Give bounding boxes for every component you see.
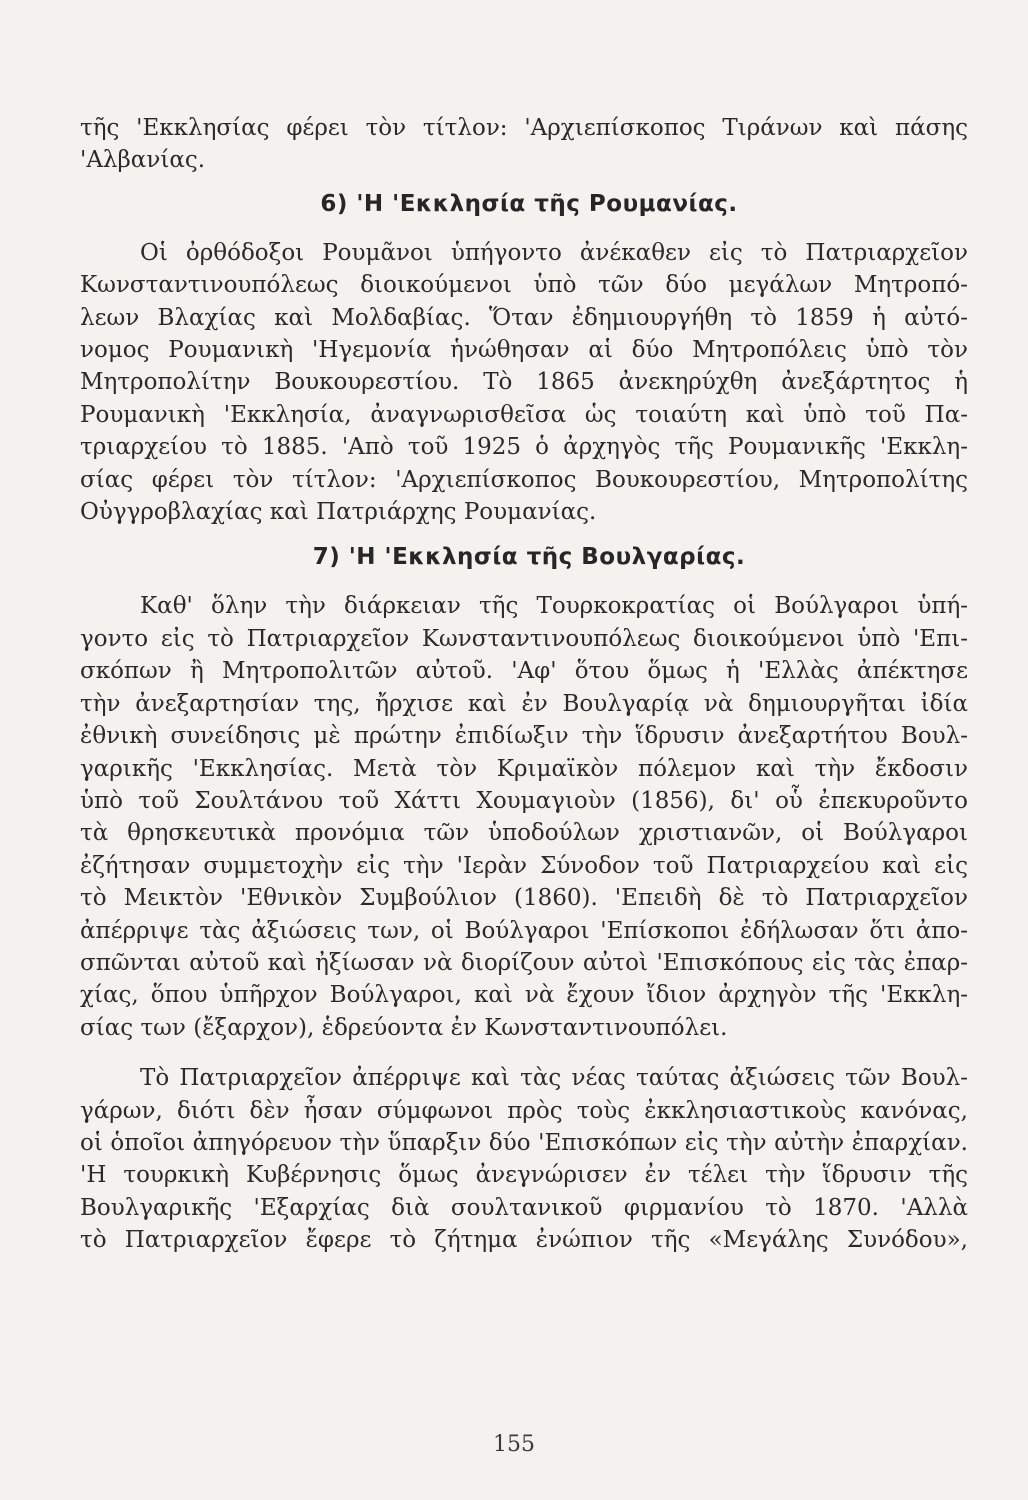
text-line: χίας, ὅπου ὑπῆρχον Βούλγαροι, καὶ νὰ ἔχουν ἴδιον ἀρχηγὸν τῆς 'Εκκλη- <box>80 982 968 1009</box>
text-line: λεων Βλαχίας καὶ Μολδαβίας. Ὅταν ἐδημιουργήθη τὸ 1859 ἡ αὐτό- <box>80 304 968 331</box>
text-line: τὴν ἀνεξαρτησίαν της, ἤρχισε καὶ ἐν Βουλγαρίᾳ νὰ δημιουργῆται ἰδία <box>80 690 968 717</box>
text-line: σπῶνται αὐτοῦ καὶ ἠξίωσαν νὰ διορίζουν αὐτοὶ 'Επισκόπους εἰς τὰς ἐπαρ- <box>80 949 968 976</box>
page-body <box>80 112 968 1257</box>
text-line: Καθ' ὅλην τὴν διάρκειαν τῆς Τουρκοκρατίας οἱ Βούλγαροι ὑπή- <box>140 593 968 620</box>
text-line: 'Αλβανίας. <box>80 147 206 174</box>
text-line: τριαρχείου τὸ 1885. 'Απὸ τοῦ 1925 ὁ ἀρχηγὸς τῆς Ρουμανικῆς 'Εκκλη- <box>80 434 968 461</box>
text-line: γαρικῆς 'Εκκλησίας. Μετὰ τὸν Κριμαϊκὸν πόλεμον καὶ τὴν ἔκδοσιν <box>80 755 968 782</box>
text-line: Μητροπολίτην Βουκουρεστίου. Τὸ 1865 ἀνεκηρύχθη ἀνεξάρτητος ἡ <box>80 369 968 396</box>
text-line: 'Η τουρκικὴ Κυβέρνησις ὅμως ἀνεγνώρισεν ἐν τέλει τὴν ἵδρυσιν τῆς <box>80 1162 968 1189</box>
section-heading-bulgaria: 7) 'Η 'Εκκλησία τῆς Βουλγαρίας. <box>312 544 746 571</box>
text-line: Κωνσταντινουπόλεως διοικούμενοι ὑπὸ τῶν δύο μεγάλων Μητροπό- <box>80 272 968 299</box>
text-line: τῆς 'Εκκλησίας φέρει τὸν τίτλον: 'Αρχιεπίσκοπος Τιράνων καὶ πάσης <box>80 115 968 141</box>
text-line: σίας φέρει τὸν τίτλον: 'Αρχιεπίσκοπος Βουκουρεστίου, Μητροπολίτης <box>80 466 968 493</box>
intro-paragraph <box>80 112 968 177</box>
text-line: ὑπὸ τοῦ Σουλτάνου τοῦ Χάττι Χουμαγιοὺν (1856), δι' οὗ ἐπεκυροῦντο <box>80 787 968 814</box>
text-line: γάρων, διότι δὲν ἦσαν σύμφωνοι πρὸς τοὺς ἐκκλησιαστικοὺς κανόνας, <box>80 1097 968 1124</box>
text-line: ἀπέρριψε τὰς ἀξιώσεις των, οἱ Βούλγαροι 'Επίσκοποι ἐδήλωσαν ὅτι ἀπο- <box>80 917 968 944</box>
text-line: τὸ Μεικτὸν 'Εθνικὸν Συμβούλιον (1860). 'Επειδὴ δὲ τὸ Πατριαρχεῖον <box>80 885 968 912</box>
romania-paragraph <box>80 237 968 529</box>
text-line: τὸ Πατριαρχεῖον ἔφερε τὸ ζήτημα ἐνώπιον τῆς «Μεγάλης Συνόδου», <box>80 1227 968 1254</box>
text-line: Βουλγαρικῆς 'Εξαρχίας διὰ σουλτανικοῦ φιρμανίου τὸ 1870. 'Αλλὰ <box>80 1194 968 1221</box>
text-line: νομος Ρουμανικὴ 'Ηγεμονία ἡνώθησαν αἱ δύο Μητροπόλεις ὑπὸ τὸν <box>80 337 968 364</box>
text-line: Ρουμανικὴ 'Εκκλησία, ἀναγνωρισθεῖσα ὡς τοιαύτη καὶ ὑπὸ τοῦ Πα- <box>80 401 968 428</box>
text-line: ἐθνικὴ συνείδησις μὲ πρώτην ἐπιδίωξιν τὴν ἵδρυσιν ἀνεξαρτήτου Βουλ- <box>80 723 968 750</box>
text-line: ἐζήτησαν συμμετοχὴν εἰς τὴν 'Ιερὰν Σύνοδον τοῦ Πατριαρχείου καὶ εἰς <box>80 852 968 879</box>
text-line: τὰ θρησκευτικὰ προνόμια τῶν ὑποδούλων χριστιανῶν, οἱ Βούλγαροι <box>80 820 968 847</box>
section-heading-romania: 6) 'Η 'Εκκλησία τῆς Ρουμανίας. <box>320 190 738 217</box>
text-line: οἱ ὁποῖοι ἀπηγόρευον τὴν ὕπαρξιν δύο 'Επισκόπων εἰς τὴν αὐτὴν ἐπαρχίαν. <box>80 1129 968 1156</box>
text-line: Τὸ Πατριαρχεῖον ἀπέρριψε καὶ τὰς νέας ταύτας ἀξιώσεις τῶν Βουλ- <box>140 1065 968 1092</box>
text-line: σίας των (ἔξαρχον), ἑδρεύοντα ἐν Κωνσταντινουπόλει. <box>80 1014 728 1041</box>
bulgaria-paragraph-2 <box>80 1062 968 1256</box>
text-line: Οὐγγροβλαχίας καὶ Πατριάρχης Ρουμανίας. <box>80 499 597 526</box>
text-line: γοντο εἰς τὸ Πατριαρχεῖον Κωνσταντινουπόλεως διοικούμενοι ὑπὸ 'Επι- <box>80 625 968 652</box>
bulgaria-paragraph-1 <box>80 590 968 1044</box>
text-line: σκόπων ἢ Μητροπολιτῶν αὐτοῦ. 'Αφ' ὅτου ὅμως ἡ 'Ελλὰς ἀπέκτησε <box>80 658 968 685</box>
page-number: 155 <box>493 1432 535 1457</box>
text-line: Οἱ ὀρθόδοξοι Ρουμᾶνοι ὑπήγοντο ἀνέκαθεν εἰς τὸ Πατριαρχεῖον <box>140 239 968 266</box>
